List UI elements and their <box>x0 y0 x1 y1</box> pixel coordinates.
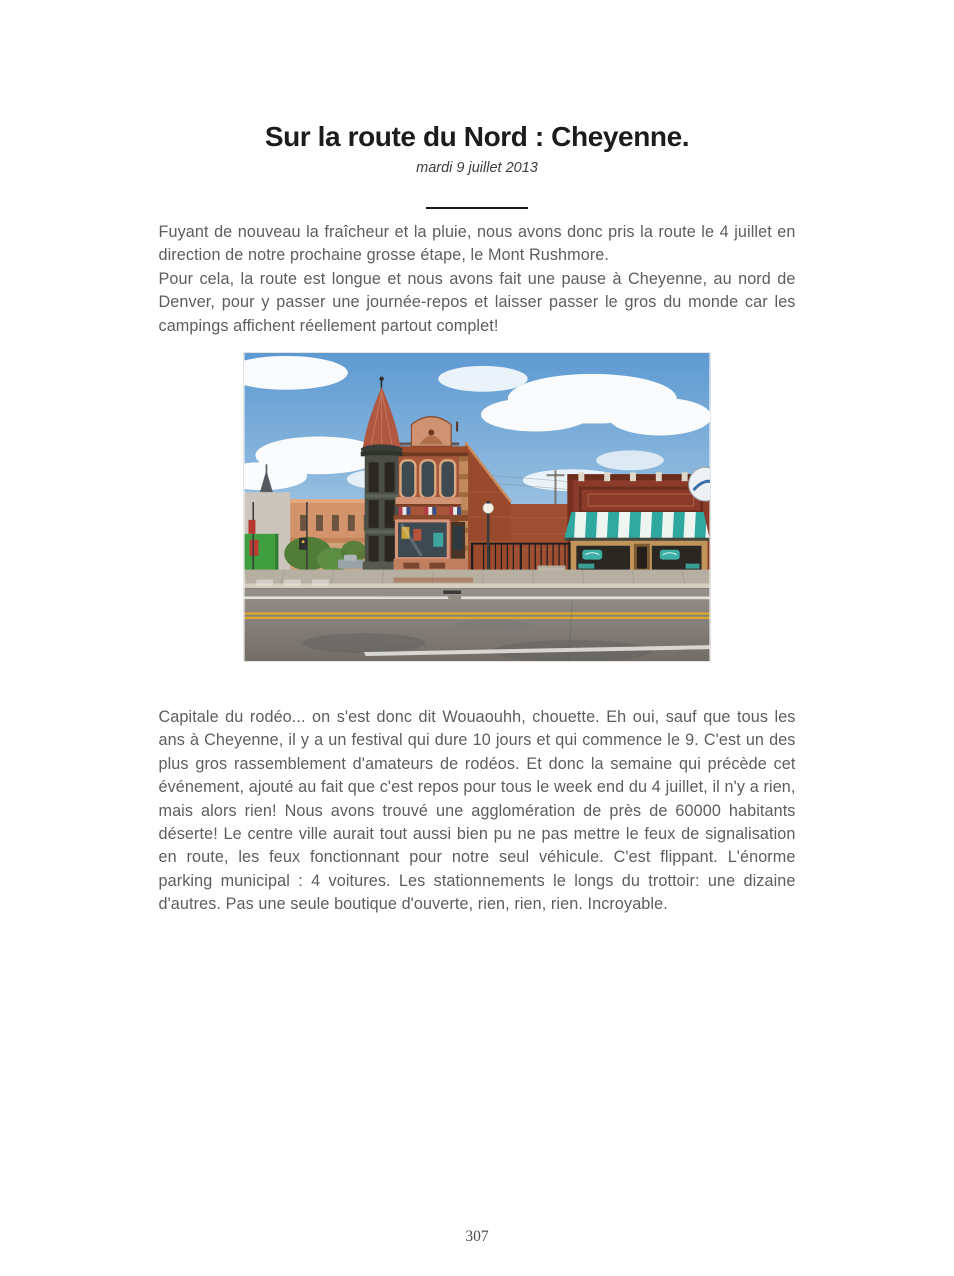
street-photo-illustration <box>243 352 711 662</box>
street-photo <box>243 352 711 662</box>
right-building <box>564 467 711 581</box>
bunting-flags <box>399 507 462 515</box>
intro-section <box>159 221 796 338</box>
body-section <box>159 706 796 917</box>
body-paragraph: Capitale du rodéo... on s'est donc dit Wouaouhh, chouette. Eh oui, sauf que tous les ans à Cheyenne, il y a un festival qui dure 10 jours et qui commence le 9. C'est un des plus gros rassemblement d'amateurs de rodéos. Et donc la semaine qui précède cet événement, ajouté au fait que c'est repos pour tous le week end du 4 juillet, il n'y a rien, mais alors rien! Nous avons trouvé une agglomération de près de 60000 habitants déserte! Le centre ville aurait tout aussi bien pu ne pas mettre le feux de signalisation en route, les feux fonctionnant pour notre seul véhicule. C'est flippant. L'énorme parking municipal : 4 voitures. Les stationnements le longs du trottoir: une dizaine d'autres. Pas une seule boutique d'ouverte, rien, rien, rien. Incroyable. <box>158 708 796 914</box>
page-number: 307 <box>465 1228 489 1245</box>
title-divider <box>426 207 528 209</box>
article-title: Sur la route du Nord : Cheyenne. <box>264 121 690 152</box>
intro-paragraph-2: Pour cela, la route est longue et nous avons fait une pause à Cheyenne, au nord de Denver, pour y passer une journée-repos et laisser passer le gros du monde car les campings affichent réellement partout complet! <box>158 269 796 335</box>
article-date: mardi 9 juillet 2013 <box>416 160 538 176</box>
article-content <box>159 221 796 917</box>
intro-paragraph-1: Fuyant de nouveau la fraîcheur et la pluie, nous avons donc pris la route le 4 juillet en direction de notre prochaine grosse étape, le Mont Rushmore. <box>158 223 796 265</box>
